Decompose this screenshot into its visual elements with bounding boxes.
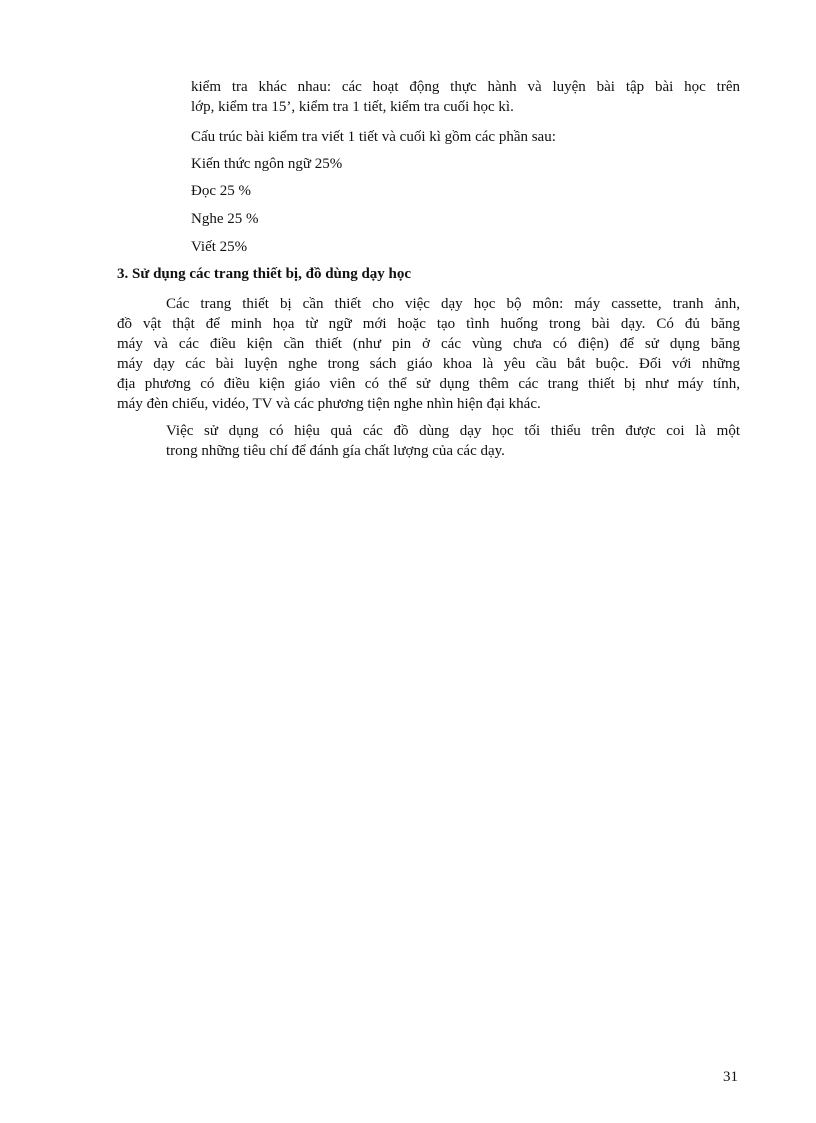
paragraph1-line-3: máy và các điều kiện cần thiết (như pin ở các vùng chưa có điện) để sử dụng băng — [117, 336, 740, 352]
structure-item-writing: Viết 25% — [191, 239, 248, 255]
section-heading: 3. Sử dụng các trang thiết bị, đồ dùng dạy học — [117, 266, 412, 282]
paragraph1-line-5: địa phương có điều kiện giáo viên có thể sử dụng thêm các trang thiết bị như máy tính, — [117, 376, 740, 392]
structure-item-language: Kiến thức ngôn ngữ 25% — [191, 156, 343, 172]
paragraph2-line-2: trong những tiêu chí để đánh gía chất lượng của các dạy. — [166, 443, 505, 459]
structure-intro: Cấu trúc bài kiểm tra viết 1 tiết và cuối kì gồm các phần sau: — [191, 129, 556, 145]
intro-line-1: kiểm tra khác nhau: các hoạt động thực hành và luyện bài tập bài học trên — [191, 79, 740, 95]
paragraph1-line-2: đồ vật thật để minh họa từ ngữ mới hoặc tạo tình huống trong bài dạy. Có đủ băng — [117, 316, 740, 332]
paragraph1-line-4: máy dạy các bài luyện nghe trong sách giáo khoa là yêu cầu bắt buộc. Đối với những — [117, 356, 740, 372]
intro-line-2: lớp, kiểm tra 15’, kiểm tra 1 tiết, kiểm tra cuối học kì. — [191, 99, 514, 115]
structure-item-listening: Nghe 25 % — [191, 211, 259, 227]
paragraph1-line-1: Các trang thiết bị cần thiết cho việc dạy học bộ môn: máy cassette, tranh ảnh, — [166, 296, 740, 312]
paragraph2-line-1: Việc sử dụng có hiệu quả các đồ dùng dạy học tối thiểu trên được coi là một — [166, 423, 740, 439]
paragraph1-line-6: máy đèn chiếu, vidéo, TV và các phương tiện nghe nhìn hiện đại khác. — [117, 396, 541, 412]
page-number: 31 — [723, 1069, 738, 1085]
structure-item-reading: Đọc 25 % — [191, 183, 251, 199]
